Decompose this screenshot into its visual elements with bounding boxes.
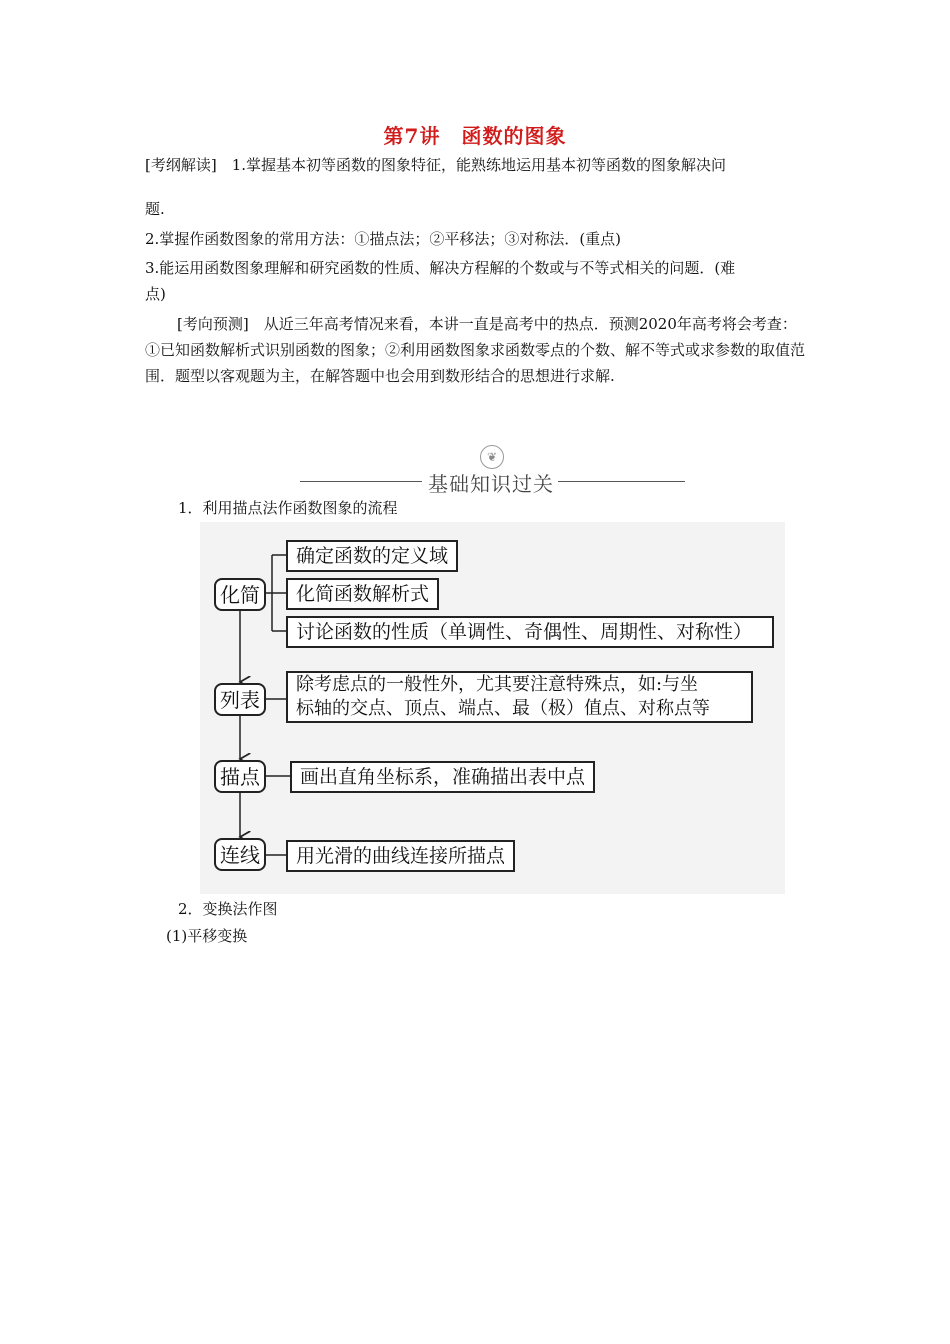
- outline-para-1: [考纲解读] 1.掌握基本初等函数的图象特征，能熟练地运用基本初等函数的图象解决问: [145, 156, 727, 174]
- step-plot-points: 描点: [214, 760, 266, 793]
- box-table-notes-line-2: 标轴的交点、顶点、端点、最（极）值点、对称点等: [296, 698, 710, 719]
- step-tabulate: 列表: [214, 683, 266, 716]
- section-header-text: 基础知识过关: [428, 472, 554, 496]
- item-2-label: 2．变换法作图: [178, 900, 278, 918]
- box-table-notes: [286, 671, 753, 723]
- header-line-right: [558, 481, 685, 482]
- box-domain: 确定函数的定义域: [286, 540, 458, 572]
- outline-para-1-cont: 题.: [145, 200, 165, 218]
- box-plot: 画出直角坐标系，准确描出表中点: [290, 761, 595, 793]
- flowchart: [200, 522, 785, 894]
- box-connect: 用光滑的曲线连接所描点: [286, 840, 515, 872]
- header-line-left: [300, 481, 422, 482]
- item-1-label: 1．利用描点法作函数图象的流程: [178, 499, 398, 517]
- step-connect: 连线: [214, 838, 266, 871]
- leaf-emblem-icon: ❦: [480, 445, 504, 469]
- outline-para-2: 2.掌握作函数图象的常用方法：①描点法；②平移法；③对称法．(重点): [145, 230, 622, 248]
- outline-para-3: 3.能运用函数图象理解和研究函数的性质、解决方程解的个数或与不等式相关的问题．(难: [145, 259, 736, 277]
- forecast-paragraph: [考向预测] 从近三年高考情况来看，本讲一直是高考中的热点．预测2020年高考将会考查：①已知函数解析式识别函数的图象；②利用函数图象求函数零点的个数、解不等式或求参数的取值范围．题型以客观题为主，在解答题中也会用到数形结合的思想进行求解.: [145, 315, 806, 385]
- page-title: 第7讲 函数的图象: [383, 124, 567, 148]
- box-properties: 讨论函数的性质（单调性、奇偶性、周期性、对称性）: [286, 616, 774, 648]
- step-simplify: 化简: [214, 578, 266, 611]
- section-header: [300, 445, 685, 495]
- item-2-sub-label: (1)平移变换: [166, 927, 248, 945]
- outline-para-3-cont: 点): [145, 285, 166, 303]
- box-table-notes-line-1: 除考虑点的一般性外，尤其要注意特殊点，如:与坐: [296, 674, 699, 695]
- box-simplify-expression: 化简函数解析式: [286, 578, 439, 610]
